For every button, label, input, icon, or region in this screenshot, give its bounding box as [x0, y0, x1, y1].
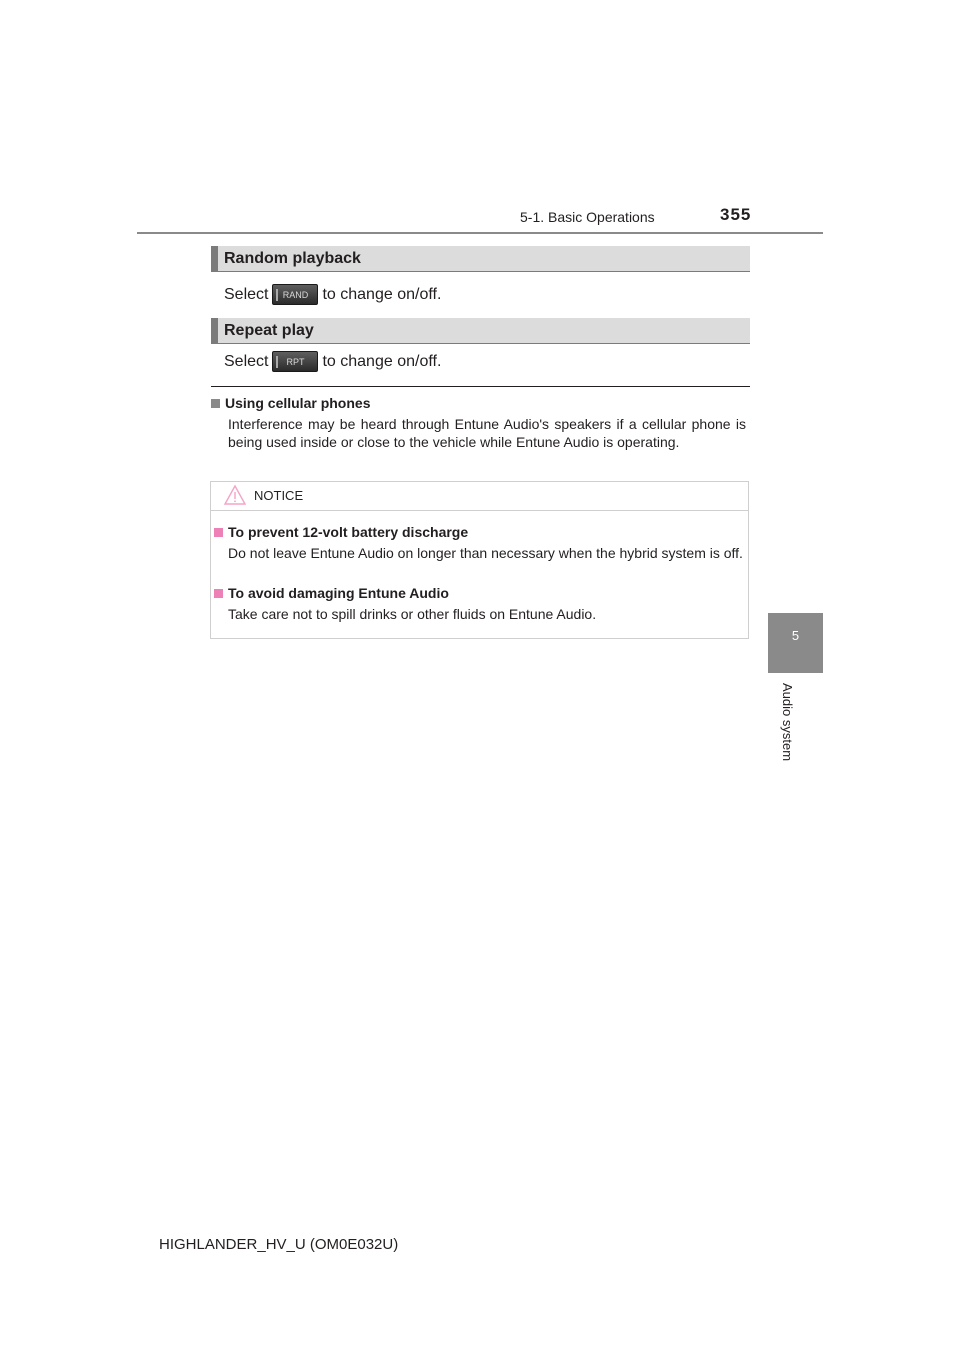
chapter-tab-number: 5: [791, 628, 800, 643]
footer-model: HIGHLANDER_HV_U (OM0E032U): [159, 1236, 399, 1253]
bullet-square-icon: [211, 399, 220, 408]
repeat-suffix: to change on/off.: [322, 352, 442, 370]
repeat-prefix: Select: [224, 352, 269, 370]
notice-header-divider: [211, 510, 748, 511]
bullet-square-icon: [214, 528, 223, 537]
repeat-play-instruction: [224, 351, 441, 372]
repeat-play-heading: Repeat play: [211, 318, 750, 344]
header-rule: [137, 232, 823, 234]
rpt-button-image: RPT: [272, 351, 318, 372]
random-suffix: to change on/off.: [322, 285, 442, 303]
notice-item-heading-text: To prevent 12-volt battery discharge: [228, 524, 469, 540]
random-playback-instruction: [224, 284, 441, 305]
note-body: Interference may be heard through Entune Audio's speakers if a cellular phone is being used inside or close to the vehicle while Entune Audio is operating.: [228, 416, 746, 450]
chapter-tab: [768, 613, 823, 673]
header-section-title: 5-1. Basic Operations: [520, 209, 655, 225]
random-playback-heading: Random playback: [211, 246, 750, 272]
warning-triangle-icon: [224, 484, 246, 506]
notice-item-heading-text: To avoid damaging Entune Audio: [228, 585, 449, 601]
note-heading: [211, 395, 370, 411]
bullet-square-icon: [214, 589, 223, 598]
chapter-tab-label: Audio system: [780, 683, 795, 762]
notice-title: NOTICE: [254, 488, 304, 503]
notice-item-heading: [214, 585, 449, 601]
page-number: 355: [720, 205, 752, 224]
rand-button-image: RAND: [272, 284, 318, 305]
notice-item-body: Take care not to spill drinks or other fluids on Entune Audio.: [228, 606, 597, 622]
note-heading-text: Using cellular phones: [225, 395, 371, 411]
notice-item-body: Do not leave Entune Audio on longer than necessary when the hybrid system is off.: [228, 545, 743, 561]
notice-item-heading: [214, 524, 468, 540]
random-prefix: Select: [224, 285, 269, 303]
section-divider: [211, 386, 750, 387]
